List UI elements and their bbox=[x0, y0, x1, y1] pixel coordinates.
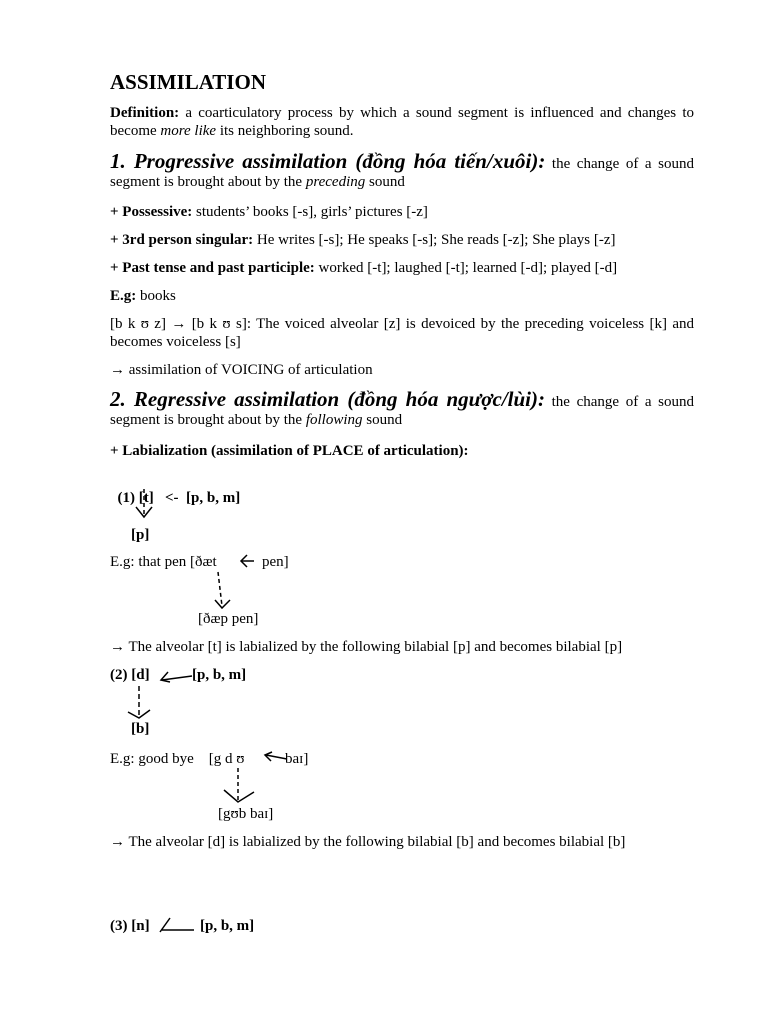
dashed-down-arrow-icon bbox=[212, 572, 232, 612]
case1-rule bbox=[110, 471, 240, 507]
definition-text-end: its neighboring sound. bbox=[219, 123, 354, 139]
list-item-text: students’ books [-s], girls’ pictures [-z] bbox=[196, 204, 428, 220]
section2-desc-end: sound bbox=[366, 412, 403, 428]
dashed-down-arrow-icon bbox=[126, 686, 154, 722]
example-word: books bbox=[140, 288, 176, 304]
section2-heading: 2. Regressive assimilation (đồng hóa ngược/lùi): bbox=[110, 387, 545, 411]
definition-text: a coarticulatory process by which a sound segment is influenced and changes to become bbox=[110, 105, 694, 139]
definition-emphasis: more like bbox=[160, 123, 217, 139]
case2-rule-left bbox=[110, 666, 150, 684]
list-item-text: He writes [-s]; He speaks [-s]; She reads [-z]; She plays [-z] bbox=[256, 232, 616, 248]
section2-heading-block bbox=[110, 387, 694, 429]
right-arrow-icon: → bbox=[171, 316, 187, 332]
case2-example-right: baɪ] bbox=[285, 751, 309, 767]
list-item-label: + Past tense and past participle: bbox=[110, 260, 315, 276]
example-books bbox=[110, 287, 176, 305]
section1-heading-block bbox=[110, 149, 694, 191]
case1-example-right: pen] bbox=[262, 554, 289, 570]
case1-example-left: E.g: that pen [ðæt bbox=[110, 554, 217, 570]
case1-result bbox=[131, 526, 149, 544]
example-transcription bbox=[110, 315, 694, 351]
left-arrow-icon bbox=[158, 668, 194, 686]
case3-rule-left-text: (3) [n] bbox=[110, 918, 150, 934]
right-arrow-icon: → bbox=[110, 639, 125, 655]
case2-example-left: E.g: good bye [g d ʊ bbox=[110, 751, 245, 767]
section1-desc: the change of a sound segment is brought about by the bbox=[110, 156, 694, 190]
list-item-possessive bbox=[110, 203, 428, 221]
list-item-label: + Possessive: bbox=[110, 204, 193, 220]
list-item-label: + 3rd person singular: bbox=[110, 232, 254, 248]
case2-conclusion bbox=[110, 833, 625, 851]
case2-example-result: [gʊb baɪ] bbox=[218, 806, 274, 822]
dashed-down-arrow-icon bbox=[222, 768, 256, 806]
case2-conclusion-text: The alveolar [d] is labialized by the following bilabial [b] and becomes bilabial [b] bbox=[128, 834, 626, 850]
example-label: E.g: bbox=[110, 288, 137, 304]
case2-rule-right bbox=[192, 666, 246, 684]
list-item-text: worked [-t]; laughed [-t]; learned [-d]; played [-d] bbox=[318, 260, 618, 276]
transcription-explanation: [b k ʊ s]: The voiced alveolar [z] is devoiced by the preceding voiceless [k] and becomes voiceless [s] bbox=[110, 316, 695, 350]
case1-example-result: [ðæp pen] bbox=[198, 611, 259, 627]
section2-desc: the change of a sound segment is brought about by the bbox=[110, 394, 694, 428]
list-item-past-tense bbox=[110, 259, 617, 277]
list-item-3rd-person bbox=[110, 231, 616, 249]
right-arrow-icon: → bbox=[110, 362, 125, 378]
conclusion-text: assimilation of VOICING of articulation bbox=[128, 362, 373, 378]
section1-heading: 1. Progressive assimilation (đồng hóa tiến/xuôi): bbox=[110, 149, 546, 173]
case2-result-text: [b] bbox=[131, 721, 150, 737]
case2-result bbox=[131, 720, 149, 738]
case1-conclusion-text: The alveolar [t] is labialized by the following bilabial [p] and becomes bilabial [p] bbox=[128, 639, 623, 655]
case3-rule-left bbox=[110, 917, 150, 935]
definition-label: Definition: bbox=[110, 105, 180, 121]
case1-rule-text: (1) [t] <- [p, b, m] bbox=[117, 490, 241, 506]
section1-conclusion bbox=[110, 361, 373, 379]
case2-rule-right-text: [p, b, m] bbox=[192, 667, 247, 683]
case3-rule-right bbox=[200, 917, 254, 935]
left-arrow-icon bbox=[156, 916, 196, 936]
case2-rule-left-text: (2) [d] bbox=[110, 667, 150, 683]
case1-conclusion bbox=[110, 638, 622, 656]
section2-desc-emphasis: following bbox=[305, 412, 363, 428]
labialization-heading bbox=[110, 442, 469, 460]
dashed-down-arrow-icon bbox=[132, 489, 156, 521]
labialization-heading-text: + Labialization (assimilation of PLACE of articulation): bbox=[110, 443, 469, 459]
definition bbox=[110, 104, 694, 140]
section1-desc-emphasis: preceding bbox=[305, 174, 366, 190]
right-arrow-icon: → bbox=[110, 834, 125, 850]
left-arrow-icon bbox=[239, 553, 255, 569]
transcription-before: [b k ʊ z] bbox=[110, 316, 166, 332]
case1-result-text: [p] bbox=[131, 527, 150, 543]
case3-rule-right-text: [p, b, m] bbox=[200, 918, 255, 934]
section1-desc-end: sound bbox=[368, 174, 405, 190]
page-title: ASSIMILATION bbox=[110, 70, 266, 94]
